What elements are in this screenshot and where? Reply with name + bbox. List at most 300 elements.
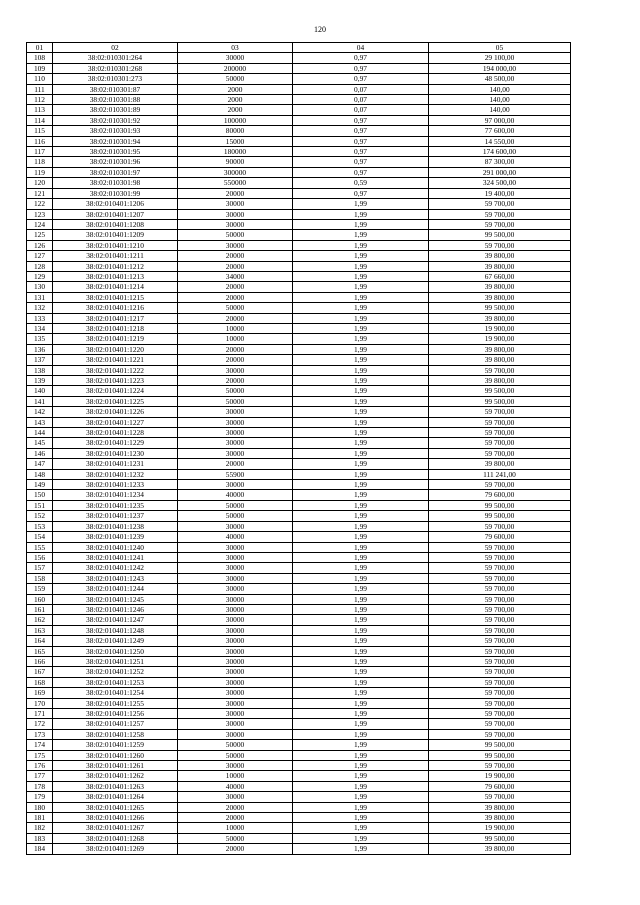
table-row [27,532,571,542]
table-row [27,209,571,219]
header-row [27,43,571,53]
value-cell: 140,00 [429,95,571,105]
area-cell: 100000 [178,115,293,125]
cadastral-number-cell: 38:02:010401:1258 [53,729,178,739]
value-cell: 59 700,00 [429,199,571,209]
row-number-cell: 165 [27,646,53,656]
value-cell: 19 400,00 [429,188,571,198]
cadastral-number-cell: 38:02:010401:1243 [53,573,178,583]
row-number-cell: 109 [27,63,53,73]
value-cell: 59 700,00 [429,552,571,562]
cadastral-number-cell: 38:02:010401:1241 [53,552,178,562]
value-cell: 19 900,00 [429,334,571,344]
cadastral-number-cell: 38:02:010401:1248 [53,625,178,635]
rate-cell: 0,07 [293,105,429,115]
value-cell: 29 100,00 [429,53,571,63]
area-cell: 20000 [178,292,293,302]
area-cell: 50000 [178,750,293,760]
table-header [27,43,571,53]
cadastral-number-cell: 38:02:010401:1235 [53,500,178,510]
table-row [27,438,571,448]
table-row [27,105,571,115]
table-row [27,428,571,438]
rate-cell: 1,99 [293,469,429,479]
row-number-cell: 132 [27,303,53,313]
area-cell: 30000 [178,573,293,583]
cadastral-number-cell: 38:02:010301:96 [53,157,178,167]
table-row [27,823,571,833]
value-cell: 99 500,00 [429,230,571,240]
table-row [27,521,571,531]
value-cell: 59 700,00 [429,604,571,614]
row-number-cell: 173 [27,729,53,739]
rate-cell: 1,99 [293,615,429,625]
table-row [27,84,571,94]
value-cell: 59 700,00 [429,480,571,490]
value-cell: 59 700,00 [429,667,571,677]
rate-cell: 0,97 [293,63,429,73]
cadastral-number-cell: 38:02:010401:1262 [53,771,178,781]
table-row [27,95,571,105]
area-cell: 30000 [178,199,293,209]
table-row [27,376,571,386]
rate-cell: 1,99 [293,376,429,386]
cadastral-number-cell: 38:02:010401:1224 [53,386,178,396]
table-row [27,459,571,469]
rate-cell: 1,99 [293,292,429,302]
rate-cell: 0,97 [293,53,429,63]
value-cell: 59 700,00 [429,365,571,375]
row-number-cell: 174 [27,740,53,750]
cadastral-number-cell: 38:02:010301:97 [53,167,178,177]
cadastral-number-cell: 38:02:010401:1222 [53,365,178,375]
row-number-cell: 145 [27,438,53,448]
value-cell: 39 800,00 [429,376,571,386]
row-number-cell: 181 [27,813,53,823]
row-number-cell: 139 [27,376,53,386]
cadastral-number-cell: 38:02:010301:268 [53,63,178,73]
row-number-cell: 166 [27,656,53,666]
table-row [27,63,571,73]
table-row [27,813,571,823]
cadastral-number-cell: 38:02:010401:1263 [53,781,178,791]
table-row [27,199,571,209]
cadastral-number-cell: 38:02:010401:1245 [53,594,178,604]
value-cell: 99 500,00 [429,740,571,750]
area-cell: 55900 [178,469,293,479]
value-cell: 59 700,00 [429,240,571,250]
rate-cell: 1,99 [293,511,429,521]
table-row [27,802,571,812]
page-number: 120 [314,25,326,34]
value-cell: 59 700,00 [429,407,571,417]
table-row [27,719,571,729]
cadastral-number-cell: 38:02:010401:1211 [53,251,178,261]
row-number-cell: 138 [27,365,53,375]
rate-cell: 1,99 [293,594,429,604]
area-cell: 300000 [178,167,293,177]
area-cell: 30000 [178,719,293,729]
area-cell: 30000 [178,656,293,666]
cadastral-number-cell: 38:02:010401:1218 [53,323,178,333]
area-cell: 30000 [178,407,293,417]
value-cell: 59 700,00 [429,542,571,552]
table-row [27,251,571,261]
cadastral-number-cell: 38:02:010301:98 [53,178,178,188]
area-cell: 30000 [178,428,293,438]
table-row [27,740,571,750]
row-number-cell: 182 [27,823,53,833]
row-number-cell: 184 [27,844,53,854]
value-cell: 194 000,00 [429,63,571,73]
cadastral-number-cell: 38:02:010401:1233 [53,480,178,490]
rate-cell: 0,97 [293,74,429,84]
area-cell: 30000 [178,604,293,614]
value-cell: 140,00 [429,105,571,115]
table-row [27,480,571,490]
cadastral-number-cell: 38:02:010401:1227 [53,417,178,427]
table-row [27,53,571,63]
rate-cell: 1,99 [293,646,429,656]
rate-cell: 1,99 [293,251,429,261]
table-row [27,604,571,614]
cadastral-number-cell: 38:02:010401:1253 [53,677,178,687]
rate-cell: 1,99 [293,428,429,438]
value-cell: 59 700,00 [429,636,571,646]
table-row [27,126,571,136]
area-cell: 30000 [178,688,293,698]
area-cell: 30000 [178,552,293,562]
cadastral-number-cell: 38:02:010401:1240 [53,542,178,552]
rate-cell: 1,99 [293,407,429,417]
rate-cell: 1,99 [293,750,429,760]
rate-cell: 1,99 [293,355,429,365]
area-cell: 20000 [178,802,293,812]
table-row [27,656,571,666]
table-row [27,188,571,198]
cadastral-number-cell: 38:02:010401:1238 [53,521,178,531]
rate-cell: 1,99 [293,344,429,354]
row-number-cell: 122 [27,199,53,209]
rate-cell: 1,99 [293,792,429,802]
cadastral-number-cell: 38:02:010401:1244 [53,584,178,594]
table-row [27,355,571,365]
rate-cell: 1,99 [293,844,429,854]
table-row [27,667,571,677]
area-cell: 30000 [178,729,293,739]
rate-cell: 1,99 [293,448,429,458]
area-cell: 30000 [178,625,293,635]
cadastral-number-cell: 38:02:010401:1220 [53,344,178,354]
row-number-cell: 164 [27,636,53,646]
rate-cell: 1,99 [293,365,429,375]
rate-cell: 1,99 [293,542,429,552]
area-cell: 2000 [178,105,293,115]
row-number-cell: 141 [27,396,53,406]
area-cell: 200000 [178,63,293,73]
area-cell: 30000 [178,636,293,646]
rate-cell: 1,99 [293,230,429,240]
row-number-cell: 158 [27,573,53,583]
row-number-cell: 160 [27,594,53,604]
value-cell: 59 700,00 [429,448,571,458]
row-number-cell: 159 [27,584,53,594]
column-header-03: 03 [178,43,293,53]
cadastral-number-cell: 38:02:010401:1255 [53,698,178,708]
table-row [27,698,571,708]
cadastral-number-cell: 38:02:010401:1231 [53,459,178,469]
cadastral-number-cell: 38:02:010401:1269 [53,844,178,854]
row-number-cell: 148 [27,469,53,479]
table-row [27,147,571,157]
rate-cell: 1,99 [293,636,429,646]
table-row [27,646,571,656]
value-cell: 59 700,00 [429,709,571,719]
value-cell: 59 700,00 [429,521,571,531]
cadastral-number-cell: 38:02:010401:1257 [53,719,178,729]
row-number-cell: 150 [27,490,53,500]
area-cell: 20000 [178,813,293,823]
area-cell: 20000 [178,459,293,469]
rate-cell: 1,99 [293,521,429,531]
table-row [27,761,571,771]
table-row [27,781,571,791]
cadastral-number-cell: 38:02:010401:1226 [53,407,178,417]
rate-cell: 1,99 [293,199,429,209]
rate-cell: 0,97 [293,126,429,136]
table-row [27,792,571,802]
area-cell: 550000 [178,178,293,188]
row-number-cell: 110 [27,74,53,84]
value-cell: 59 700,00 [429,428,571,438]
rate-cell: 1,99 [293,677,429,687]
table-row [27,230,571,240]
rate-cell: 1,99 [293,719,429,729]
rate-cell: 1,99 [293,386,429,396]
cadastral-number-cell: 38:02:010401:1230 [53,448,178,458]
value-cell: 19 900,00 [429,823,571,833]
rate-cell: 1,99 [293,740,429,750]
area-cell: 30000 [178,240,293,250]
value-cell: 99 500,00 [429,303,571,313]
area-cell: 30000 [178,448,293,458]
area-cell: 30000 [178,219,293,229]
table-row [27,115,571,125]
value-cell: 19 900,00 [429,323,571,333]
value-cell: 39 800,00 [429,355,571,365]
rate-cell: 0,97 [293,167,429,177]
value-cell: 291 000,00 [429,167,571,177]
cadastral-number-cell: 38:02:010401:1237 [53,511,178,521]
value-cell: 99 500,00 [429,500,571,510]
row-number-cell: 167 [27,667,53,677]
rate-cell: 1,99 [293,282,429,292]
rate-cell: 1,99 [293,417,429,427]
cadastral-number-cell: 38:02:010401:1209 [53,230,178,240]
area-cell: 15000 [178,136,293,146]
area-cell: 34000 [178,271,293,281]
row-number-cell: 126 [27,240,53,250]
rate-cell: 1,99 [293,261,429,271]
cadastral-number-cell: 38:02:010401:1208 [53,219,178,229]
row-number-cell: 155 [27,542,53,552]
row-number-cell: 129 [27,271,53,281]
area-cell: 50000 [178,833,293,843]
cadastral-number-cell: 38:02:010401:1242 [53,563,178,573]
value-cell: 99 500,00 [429,386,571,396]
area-cell: 20000 [178,251,293,261]
table-row [27,313,571,323]
table-row [27,584,571,594]
area-cell: 30000 [178,646,293,656]
row-number-cell: 147 [27,459,53,469]
cadastral-number-cell: 38:02:010401:1212 [53,261,178,271]
table-row [27,833,571,843]
table-row [27,261,571,271]
area-cell: 20000 [178,344,293,354]
area-cell: 30000 [178,542,293,552]
row-number-cell: 111 [27,84,53,94]
cadastral-number-cell: 38:02:010401:1261 [53,761,178,771]
value-cell: 59 700,00 [429,646,571,656]
cadastral-number-cell: 38:02:010401:1215 [53,292,178,302]
row-number-cell: 170 [27,698,53,708]
cadastral-number-cell: 38:02:010301:89 [53,105,178,115]
rate-cell: 1,99 [293,823,429,833]
area-cell: 180000 [178,147,293,157]
area-cell: 30000 [178,709,293,719]
column-header-04: 04 [293,43,429,53]
row-number-cell: 130 [27,282,53,292]
rate-cell: 1,99 [293,334,429,344]
table-row [27,344,571,354]
area-cell: 20000 [178,313,293,323]
rate-cell: 1,99 [293,604,429,614]
rate-cell: 1,99 [293,271,429,281]
area-cell: 30000 [178,667,293,677]
cadastral-number-cell: 38:02:010301:88 [53,95,178,105]
value-cell: 59 700,00 [429,656,571,666]
cadastral-number-cell: 38:02:010401:1252 [53,667,178,677]
cadastral-number-cell: 38:02:010401:1228 [53,428,178,438]
row-number-cell: 112 [27,95,53,105]
value-cell: 19 900,00 [429,771,571,781]
row-number-cell: 113 [27,105,53,115]
area-cell: 20000 [178,188,293,198]
area-cell: 50000 [178,386,293,396]
row-number-cell: 142 [27,407,53,417]
table-body [27,53,571,854]
value-cell: 59 700,00 [429,417,571,427]
value-cell: 79 600,00 [429,532,571,542]
area-cell: 20000 [178,282,293,292]
rate-cell: 1,99 [293,480,429,490]
table-row [27,750,571,760]
table-row [27,594,571,604]
value-cell: 87 300,00 [429,157,571,167]
cadastral-number-cell: 38:02:010401:1213 [53,271,178,281]
cadastral-number-cell: 38:02:010401:1264 [53,792,178,802]
cadastral-number-cell: 38:02:010401:1247 [53,615,178,625]
column-header-05: 05 [429,43,571,53]
area-cell: 40000 [178,532,293,542]
area-cell: 10000 [178,771,293,781]
rate-cell: 0,97 [293,136,429,146]
table-row [27,490,571,500]
area-cell: 10000 [178,334,293,344]
cadastral-number-cell: 38:02:010401:1234 [53,490,178,500]
table-row [27,407,571,417]
cadastral-number-cell: 38:02:010401:1246 [53,604,178,614]
row-number-cell: 144 [27,428,53,438]
table-row [27,771,571,781]
area-cell: 40000 [178,781,293,791]
rate-cell: 1,99 [293,729,429,739]
row-number-cell: 162 [27,615,53,625]
row-number-cell: 171 [27,709,53,719]
cadastral-number-cell: 38:02:010401:1250 [53,646,178,656]
rate-cell: 1,99 [293,771,429,781]
area-cell: 50000 [178,500,293,510]
table-row [27,74,571,84]
row-number-cell: 119 [27,167,53,177]
cadastral-number-cell: 38:02:010301:273 [53,74,178,84]
area-cell: 50000 [178,74,293,84]
rate-cell: 0,97 [293,157,429,167]
value-cell: 39 800,00 [429,292,571,302]
area-cell: 30000 [178,584,293,594]
cadastral-number-cell: 38:02:010401:1266 [53,813,178,823]
table-row [27,844,571,854]
value-cell: 59 700,00 [429,219,571,229]
rate-cell: 1,99 [293,563,429,573]
rate-cell: 1,99 [293,532,429,542]
table-row [27,167,571,177]
area-cell: 50000 [178,230,293,240]
area-cell: 10000 [178,823,293,833]
value-cell: 59 700,00 [429,438,571,448]
value-cell: 140,00 [429,84,571,94]
table-row [27,136,571,146]
value-cell: 39 800,00 [429,844,571,854]
table-row [27,386,571,396]
row-number-cell: 178 [27,781,53,791]
row-number-cell: 127 [27,251,53,261]
value-cell: 111 241,00 [429,469,571,479]
area-cell: 30000 [178,761,293,771]
cadastral-number-cell: 38:02:010401:1210 [53,240,178,250]
rate-cell: 1,99 [293,209,429,219]
value-cell: 77 600,00 [429,126,571,136]
value-cell: 97 000,00 [429,115,571,125]
row-number-cell: 154 [27,532,53,542]
row-number-cell: 135 [27,334,53,344]
table-row [27,709,571,719]
row-number-cell: 128 [27,261,53,271]
table-row [27,323,571,333]
area-cell: 30000 [178,365,293,375]
cadastral-number-cell: 38:02:010401:1214 [53,282,178,292]
row-number-cell: 114 [27,115,53,125]
value-cell: 39 800,00 [429,282,571,292]
area-cell: 90000 [178,157,293,167]
cadastral-number-cell: 38:02:010401:1229 [53,438,178,448]
row-number-cell: 121 [27,188,53,198]
cadastral-number-cell: 38:02:010401:1232 [53,469,178,479]
data-table [26,42,571,855]
rate-cell: 1,99 [293,459,429,469]
area-cell: 30000 [178,480,293,490]
